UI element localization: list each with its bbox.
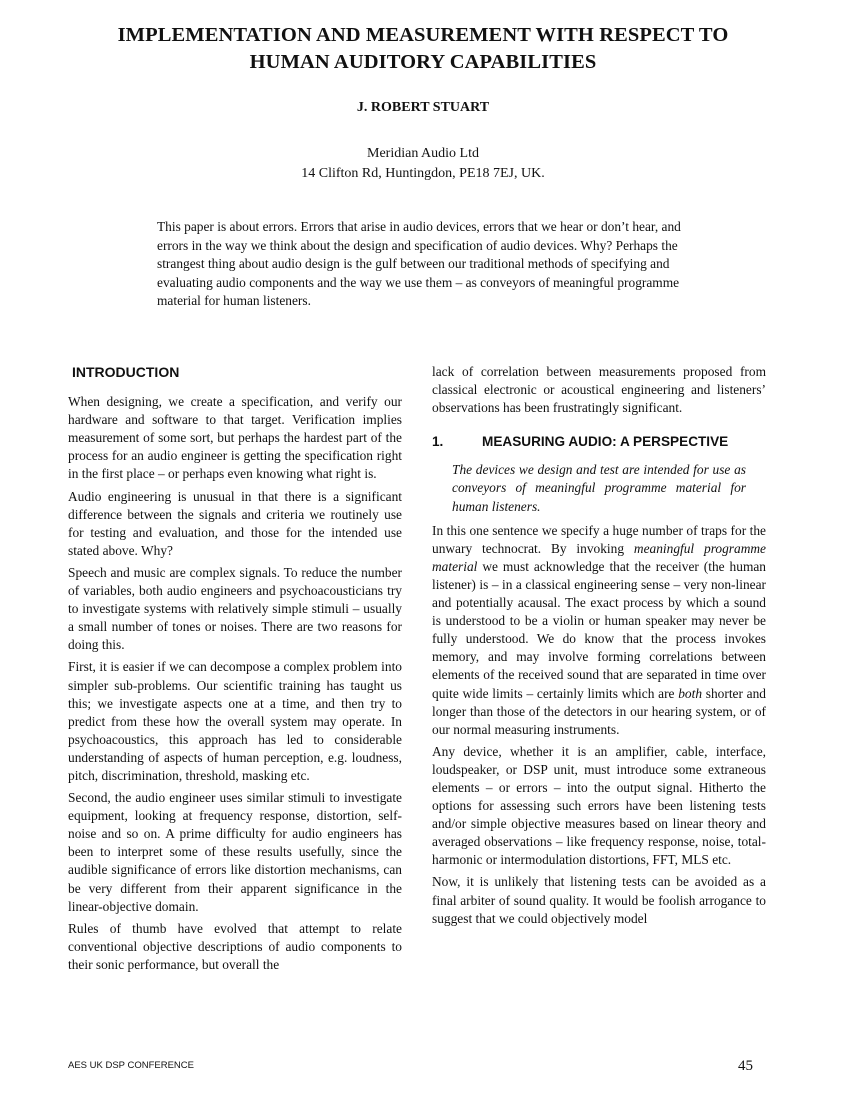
intro-paragraph-5: Second, the audio engineer uses similar stimuli to investigate equipment, looking at frequency response, distortion, self-noise and so on. A prime difficulty for audio engineers has been to interpret some of these results usefully, since the audible significance of errors like distortion mechanisms, can be very different from their apparent significance in the linear-objective domain.: [68, 790, 402, 914]
left-column: [68, 363, 402, 978]
author-name: J. ROBERT STUART: [356, 100, 490, 115]
section-paragraph-1: [432, 522, 766, 739]
intro-paragraph-6: Rules of thumb have evolved that attempt to relate conventional objective descriptions of audio components to their sonic performance, but overall the: [68, 920, 402, 972]
affiliation-organization: Meridian Audio Ltd: [367, 146, 479, 161]
section-p1-text-a: In this one sentence we specify a huge number of traps for the unwary technocrat. By invoking: [432, 522, 766, 556]
section-1-heading: [432, 433, 766, 451]
right-column: [432, 363, 766, 932]
section-title: MEASURING AUDIO: A PERSPECTIVE: [482, 434, 729, 450]
paper-title: [40, 22, 806, 76]
section-p1-emphasis-1: meaningful programme material: [432, 540, 766, 574]
introduction-heading: INTRODUCTION: [72, 364, 180, 380]
affiliation: [0, 144, 846, 184]
intro-paragraph-continued: lack of correlation between measurements proposed from classical electronic or acoustical engineering and listeners’ observations has been frustratingly significant.: [432, 364, 766, 416]
section-p1-emphasis-2: both: [678, 685, 703, 701]
title-line-1: IMPLEMENTATION AND MEASUREMENT WITH RESPECT TO: [117, 24, 729, 46]
footer-page-number: 45: [738, 1058, 753, 1074]
intro-paragraph-1: When designing, we create a specification, and verify our hardware and software to that target. Verification implies measurement of some sort, but perhaps the hardest part of the process for an audio engineer is getting the specification right in the first place – or perhaps even knowing what right is.: [68, 394, 402, 482]
footer-conference: AES UK DSP CONFERENCE: [68, 1060, 194, 1071]
section-paragraph-2: Any device, whether it is an amplifier, cable, interface, loudspeaker, or DSP unit, must introduce some extraneous elements – or errors – into the output signal. Hitherto the options for assessing such errors have been listening tests and/or simple objective measures based on linear theory and averaged observations – like frequency response, noise, total-harmonic or intermodulation distortions, FFT, MLS etc.: [432, 743, 766, 868]
section-quote: The devices we design and test are intended for use as conveyors of meaningful programme material for human listeners.: [452, 462, 746, 514]
section-p1-text-b: we must acknowledge that the receiver (the human listener) is – in a classical engineering sense – very non-linear and potentially acausal. The exact process by which a sound is understood to be a violin or human speaker may never be fully understood. We do know that the process invokes memory, and may involve forming correlations between elements of the received sound that are separated in time over quite wide limits – certainly limits which are: [432, 558, 766, 701]
abstract: This paper is about errors. Errors that arise in audio devices, errors that we hear or don’t hear, and errors in the way we think about the design and specification of audio devices. Why? Perhaps the strangest thing about audio design is the gulf between our traditional methods of specifying and evaluating audio components and the way we use them – as conveyors of meaningful programme material for human listeners.: [157, 219, 681, 309]
intro-paragraph-2: Audio engineering is unusual in that there is a significant difference between the signals and criteria we routinely use for testing and evaluation, and those for the intended use stated above. Why?: [68, 488, 402, 558]
affiliation-address: 14 Clifton Rd, Huntingdon, PE18 7EJ, UK.: [301, 166, 545, 181]
intro-paragraph-4: First, it is easier if we can decompose a complex problem into simpler sub-problems. Our scientific training has taught us this; we investigate aspects one at a time, and then try to predict from these how the overall system may operate. In psychoacoustics, this approach has led to considerable understanding of aspects of human perception, e.g. loudness, pitch, discrimination, threshold, masking etc.: [68, 659, 402, 783]
title-line-2: HUMAN AUDITORY CAPABILITIES: [249, 51, 597, 73]
section-paragraph-3: Now, it is unlikely that listening tests can be avoided as a final arbiter of sound quality. It would be foolish arrogance to suggest that we could objectively model: [432, 874, 766, 926]
section-number: 1.: [432, 434, 444, 450]
section-p1-text-c: shorter and longer than those of the detectors in our hearing system, or of our normal measuring instruments.: [432, 685, 766, 737]
intro-paragraph-3: Speech and music are complex signals. To reduce the number of variables, both audio engineers and psychoacousticians try to investigate systems with relatively simple stimuli – usually a small number of tones or noises. There are two reasons for doing this.: [68, 564, 402, 653]
